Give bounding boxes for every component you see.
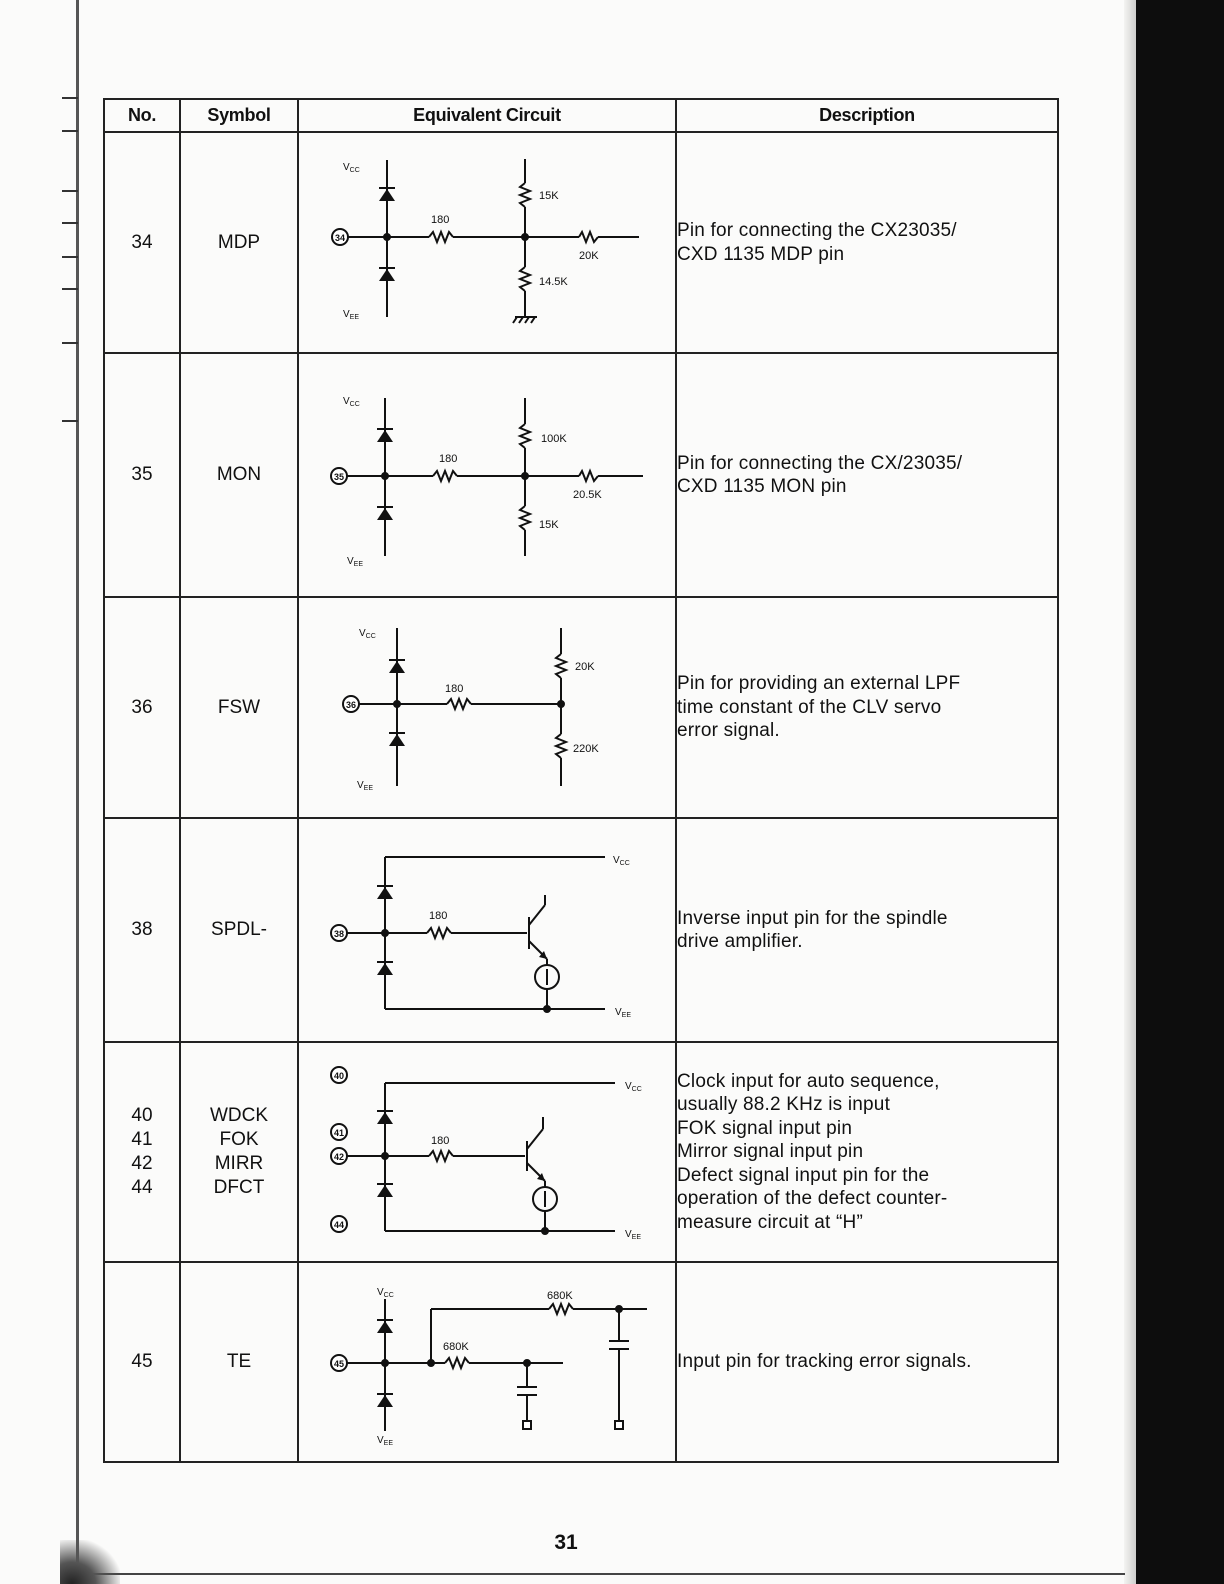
pin-label: 45 — [334, 1359, 345, 1369]
description-line: CXD 1135 MON pin — [677, 476, 847, 497]
table-row — [104, 353, 1058, 597]
resistor-label: 180 — [431, 1135, 450, 1147]
circuit-cell — [298, 132, 676, 353]
pin-label: 36 — [346, 700, 357, 710]
resistor-label: 20K — [575, 661, 595, 673]
pin-symbol: MIRR — [214, 1153, 264, 1174]
pin-label: 35 — [334, 472, 345, 482]
pin-number: 38 — [131, 919, 153, 940]
description-line: Pin for providing an external LPF — [677, 673, 961, 695]
equivalent-circuit-diagram — [299, 598, 677, 819]
resistor-label: 20K — [579, 250, 599, 262]
binding-tick — [62, 97, 78, 99]
pin-symbol-cell — [180, 132, 298, 353]
pin-number: 41 — [131, 1129, 153, 1150]
pin-label: 42 — [334, 1152, 345, 1162]
pin-number-cell — [104, 1042, 180, 1262]
binding-tick — [62, 130, 78, 132]
pin-symbol: FOK — [219, 1129, 259, 1150]
binding-edge — [76, 0, 79, 1584]
pin-label: 44 — [334, 1220, 345, 1230]
description-cell — [676, 597, 1058, 818]
binding-tick — [62, 222, 78, 224]
description-line: usually 88.2 KHz is input — [677, 1094, 891, 1116]
equivalent-circuit-diagram — [299, 133, 677, 354]
resistor-label: 180 — [429, 910, 448, 922]
resistor-label: 180 — [439, 453, 458, 465]
equivalent-circuit-diagram — [299, 1043, 677, 1263]
resistor-label: 15K — [539, 519, 559, 531]
binding-tick — [62, 256, 78, 258]
description-line: Inverse input pin for the spindle — [677, 907, 948, 929]
pin-number: 35 — [131, 464, 153, 485]
pin-symbol-cell — [180, 1042, 298, 1262]
table-row — [104, 1042, 1058, 1262]
description-line: measure circuit at “H” — [677, 1211, 863, 1233]
circuit-cell — [298, 597, 676, 818]
header-circuit: Equivalent Circuit — [298, 99, 676, 132]
pin-symbol-cell — [180, 597, 298, 818]
resistor-label: 220K — [573, 743, 599, 755]
description-line: CXD 1135 MDP pin — [677, 243, 845, 265]
header-symbol: Symbol — [180, 99, 298, 132]
circuit-cell — [298, 1042, 676, 1262]
pin-number-cell — [104, 353, 180, 597]
header-no: No. — [104, 99, 180, 132]
pin-label: 40 — [334, 1071, 345, 1081]
description-cell — [676, 1262, 1058, 1462]
description-cell — [676, 1042, 1058, 1262]
table-row — [104, 818, 1058, 1042]
circuit-cell — [298, 818, 676, 1042]
description-line: time constant of the CLV servo — [677, 696, 942, 718]
table-header-row — [104, 99, 1058, 132]
description-line: Pin for connecting the CX/23035/ — [677, 452, 963, 474]
equivalent-circuit-diagram — [299, 819, 677, 1043]
svg-text:VEE: $V_{EE}$ — [625, 1229, 642, 1241]
description-line: Input pin for tracking error signals. — [677, 1351, 972, 1373]
svg-text:VEE: $V_{EE}$ — [615, 1007, 632, 1019]
resistor-label: 180 — [445, 683, 464, 695]
equivalent-circuit-diagram — [299, 1263, 677, 1463]
pin-number: 36 — [131, 696, 153, 718]
resistor-label: 180 — [431, 214, 450, 226]
pin-number-cell — [104, 818, 180, 1042]
pin-number: 42 — [131, 1153, 153, 1174]
binding-tick — [62, 288, 78, 290]
description-line: Pin for connecting the CX23035/ — [677, 220, 957, 241]
binding-tick — [62, 190, 78, 192]
resistor-label: 680K — [547, 1290, 573, 1302]
pin-number-cell — [104, 132, 180, 353]
pin-label: 34 — [335, 233, 346, 243]
pin-number: 40 — [131, 1105, 153, 1126]
svg-text:VEE: $V_{EE}$ — [357, 780, 374, 792]
description-line: Mirror signal input pin — [677, 1141, 864, 1163]
svg-text:VEE: $V_{EE}$ — [377, 1435, 394, 1447]
resistor-label: 20.5K — [573, 489, 602, 501]
equivalent-circuit-diagram — [299, 354, 677, 598]
pin-number: 44 — [131, 1177, 153, 1198]
resistor-label: 680K — [443, 1341, 469, 1353]
pin-number-cell — [104, 597, 180, 818]
table-row — [104, 132, 1058, 353]
binding-tick — [62, 342, 78, 344]
circuit-cell — [298, 1262, 676, 1462]
svg-text:VCC: $V_{CC}$ — [377, 1287, 394, 1299]
pin-symbol-cell — [180, 818, 298, 1042]
pin-symbol-cell — [180, 353, 298, 597]
description-line: drive amplifier. — [677, 931, 803, 952]
description-line: FOK signal input pin — [677, 1117, 853, 1139]
pin-symbol: TE — [226, 1351, 252, 1372]
description-line: operation of the defect counter- — [677, 1188, 948, 1210]
pin-symbol: MON — [216, 464, 262, 485]
pin-symbol: SPDL- — [211, 919, 267, 940]
pin-symbol: MDP — [217, 231, 261, 253]
pin-number: 34 — [131, 231, 153, 253]
scanner-border — [1136, 0, 1224, 1584]
svg-text:VCC: $V_{CC}$ — [343, 162, 360, 174]
svg-text:VEE: $V_{EE}$ — [343, 309, 360, 321]
description-line: Clock input for auto sequence, — [677, 1070, 940, 1092]
svg-text:VCC: $V_{CC}$ — [613, 855, 630, 867]
svg-text:VCC: $V_{CC}$ — [343, 396, 360, 408]
page-bottom-edge — [80, 1573, 1125, 1575]
description-cell — [676, 818, 1058, 1042]
svg-text:VEE: $V_{EE}$ — [347, 556, 364, 568]
resistor-label: 100K — [541, 433, 567, 445]
resistor-label: 15K — [539, 190, 559, 202]
header-description: Description — [676, 99, 1058, 132]
pin-number-cell — [104, 1262, 180, 1462]
svg-text:VCC: $V_{CC}$ — [625, 1081, 642, 1093]
table-row — [104, 1262, 1058, 1462]
pin-symbol-cell — [180, 1262, 298, 1462]
table-row — [104, 597, 1058, 818]
description-line: Defect signal input pin for the — [677, 1164, 930, 1186]
binding-tick — [62, 420, 78, 422]
pin-symbol: DFCT — [213, 1177, 265, 1198]
circuit-cell — [298, 353, 676, 597]
pin-label: 41 — [334, 1128, 345, 1138]
resistor-label: 14.5K — [539, 276, 568, 288]
description-cell — [676, 132, 1058, 353]
pin-description-table — [103, 98, 1059, 1463]
pin-number: 45 — [131, 1351, 153, 1372]
description-line: error signal. — [677, 720, 780, 742]
description-cell — [676, 353, 1058, 597]
svg-text:VCC: $V_{CC}$ — [359, 628, 376, 640]
pin-symbol: WDCK — [209, 1105, 269, 1126]
pin-symbol: FSW — [217, 696, 261, 718]
pin-label: 38 — [334, 929, 345, 939]
page-number: 31 — [554, 1531, 578, 1554]
